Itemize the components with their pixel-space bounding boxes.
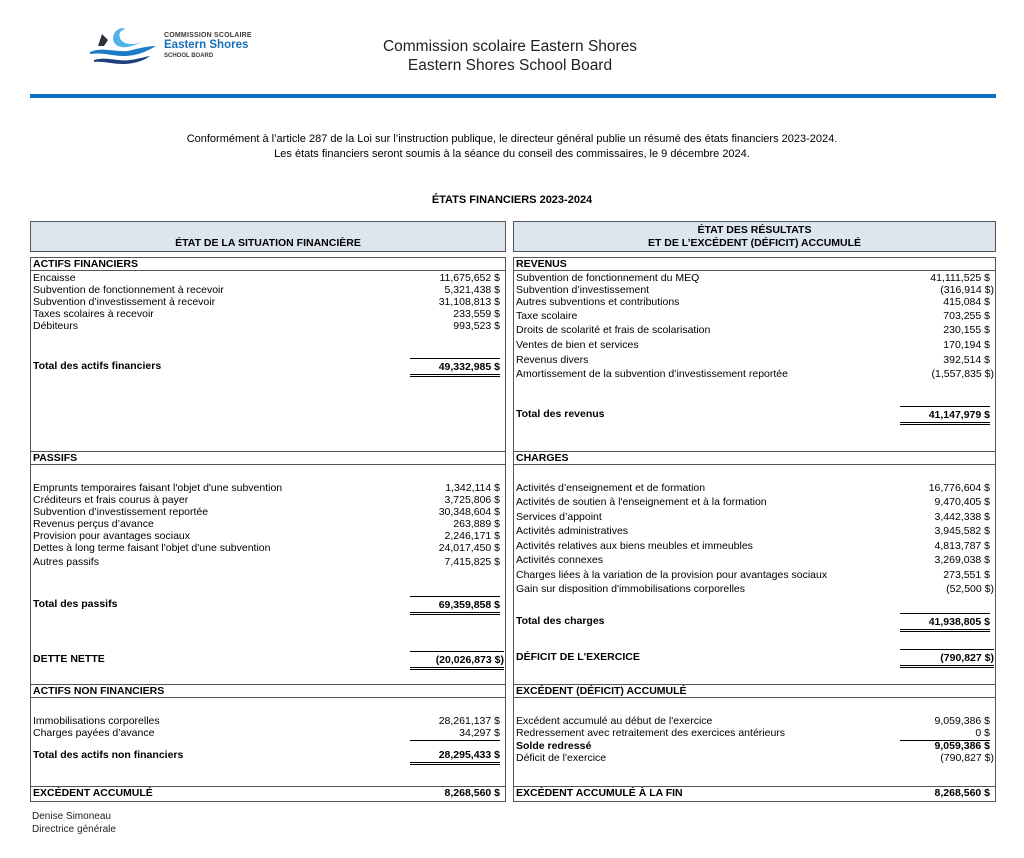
row-label: Déficit de l'exercice — [516, 752, 607, 764]
row-label: Provision pour avantages sociaux — [33, 530, 191, 542]
row-value: 9,059,386 $ — [934, 715, 990, 727]
row-label: Taxe scolaire — [516, 310, 578, 322]
table-row — [31, 320, 505, 333]
waves-logo-icon — [88, 24, 160, 70]
table-row — [514, 296, 995, 309]
row-label: Activités connexes — [516, 554, 603, 566]
row-value: 34,297 $ — [410, 727, 500, 741]
table-row — [31, 727, 505, 740]
logo-line-2: Eastern Shores — [164, 39, 249, 51]
table-row — [514, 583, 995, 596]
total-label: Total des passifs — [33, 598, 118, 610]
right-panel-header — [513, 221, 996, 252]
table-row — [514, 525, 995, 538]
document-title: ÉTATS FINANCIERS 2023-2024 — [431, 194, 593, 206]
intro-line-1: Conformément à l’article 287 de la Loi sur l’instruction publique, le directeur général publie un résumé des états financiers 2023-2024. — [186, 133, 838, 145]
row-value: 3,269,038 $ — [934, 554, 990, 566]
organization-title — [340, 37, 680, 75]
deficit-row — [514, 649, 995, 667]
row-value: 9,059,386 $ — [934, 740, 990, 752]
signatory-name: Denise Simoneau — [32, 811, 111, 822]
total-value: 49,332,985 $ — [410, 358, 500, 377]
row-value: 1,342,114 $ — [445, 482, 500, 494]
row-value: 993,523 $ — [453, 320, 500, 332]
row-value: (790,827 $) — [940, 752, 994, 764]
table-row — [514, 339, 995, 352]
row-label: Dettes à long terme faisant l'objet d'une subvention — [33, 542, 271, 554]
accumulated-surplus-value: 8,268,560 $ — [444, 787, 500, 799]
total-label: Total des revenus — [516, 408, 605, 420]
section-actifs-financiers: ACTIFS FINANCIERS — [31, 257, 505, 271]
total-row — [31, 358, 505, 376]
row-value: (1,557,835 $) — [931, 368, 994, 380]
row-label: Subvention d’investissement à recevoir — [33, 296, 216, 308]
row-label: Encaisse — [33, 272, 76, 284]
row-label: Activités d’enseignement et de formation — [516, 482, 706, 494]
row-value: 9,470,405 $ — [934, 496, 990, 508]
row-value: 273,551 $ — [943, 569, 990, 581]
total-row — [31, 749, 505, 762]
row-label: Services d’appoint — [516, 511, 602, 523]
total-value: 28,295,433 $ — [410, 749, 500, 765]
row-value: 28,261,137 $ — [438, 715, 500, 727]
left-panel-header — [30, 221, 506, 252]
total-value: 69,359,858 $ — [410, 596, 500, 615]
row-value: (316,914 $) — [940, 284, 994, 296]
statement-of-operations — [513, 257, 996, 802]
row-value: 230,155 $ — [943, 324, 990, 336]
logo-line-3: SCHOOL BOARD — [164, 52, 214, 59]
total-label: Total des actifs non financiers — [33, 749, 184, 761]
right-panel-title-line-1: ÉTAT DES RÉSULTATS — [697, 224, 812, 236]
row-label: Charges payées d’avance — [33, 727, 155, 739]
row-value: 30,348,604 $ — [438, 506, 500, 518]
row-label: Subvention de fonctionnement à recevoir — [33, 284, 224, 296]
deficit-value: (790,827 $) — [900, 649, 994, 668]
table-row — [31, 542, 505, 555]
statement-financial-position — [30, 257, 506, 802]
row-value: 170,194 $ — [943, 339, 990, 351]
row-value: 0 $ — [900, 727, 990, 741]
row-value: 263,889 $ — [453, 518, 500, 530]
signature-block — [32, 810, 116, 836]
total-row — [514, 613, 995, 631]
intro-line-2: Les états financiers seront soumis à la séance du conseil des commissaires, le 9 décembre 2024. — [274, 148, 750, 160]
row-label: Ventes de bien et services — [516, 339, 639, 351]
row-label: Subvention d’investissement — [516, 284, 650, 296]
row-label: Autres passifs — [33, 556, 99, 568]
section-charges: CHARGES — [514, 451, 995, 465]
table-row — [31, 556, 505, 569]
row-label: Activités de soutien à l'enseignement et à la formation — [516, 496, 767, 508]
table-row — [514, 368, 995, 381]
section-actifs-non-financiers: ACTIFS NON FINANCIERS — [31, 684, 505, 698]
row-label: Gain sur disposition d'immobilisations corporelles — [516, 583, 746, 595]
net-debt-row — [31, 651, 505, 669]
row-value: 7,415,825 $ — [444, 556, 500, 568]
row-value: 233,559 $ — [453, 308, 500, 320]
table-row — [514, 324, 995, 337]
organization-title-en: Eastern Shores School Board — [407, 57, 613, 74]
right-panel-title-line-2: ET DE L’EXCÉDENT (DÉFICIT) ACCUMULÉ — [647, 237, 862, 249]
total-row — [31, 596, 505, 614]
table-row — [514, 540, 995, 553]
logo-text — [164, 32, 252, 59]
row-label: Redressement avec retraitement des exercices antérieurs — [516, 727, 786, 739]
logo-line-1: COMMISSION SCOLAIRE — [164, 32, 252, 39]
total-value: 41,938,805 $ — [900, 613, 990, 632]
row-value: 3,945,582 $ — [934, 525, 990, 537]
row-label: Créditeurs et frais courus à payer — [33, 494, 189, 506]
accumulated-surplus-end-label: EXCÉDENT ACCUMULÉ À LA FIN — [516, 787, 683, 799]
row-label: Emprunts temporaires faisant l'objet d'une subvention — [33, 482, 283, 494]
row-label: Charges liées à la variation de la provision pour avantages sociaux — [516, 569, 828, 581]
total-label: Total des charges — [516, 615, 605, 627]
row-label: Taxes scolaires à recevoir — [33, 308, 154, 320]
header-rule — [30, 94, 996, 98]
section-passifs: PASSIFS — [31, 451, 505, 465]
table-row — [514, 752, 995, 765]
section-revenus: REVENUS — [514, 257, 995, 271]
table-row — [514, 482, 995, 495]
table-row — [514, 569, 995, 582]
row-value: (52,500 $) — [946, 583, 994, 595]
total-value: 41,147,979 $ — [900, 406, 990, 425]
row-value: 703,255 $ — [943, 310, 990, 322]
accumulated-surplus-end-row — [514, 786, 995, 801]
net-debt-value: (20,026,873 $) — [410, 651, 504, 670]
left-panel-title: ÉTAT DE LA SITUATION FINANCIÈRE — [175, 237, 361, 249]
deficit-label: DÉFICIT DE L'EXERCICE — [516, 651, 640, 663]
section-excedent-deficit: EXCÉDENT (DÉFICIT) ACCUMULÉ — [514, 684, 995, 698]
row-label: Droits de scolarité et frais de scolarisation — [516, 324, 711, 336]
row-label: Excédent accumulé au début de l'exercice — [516, 715, 713, 727]
table-row — [514, 496, 995, 509]
table-row — [514, 554, 995, 567]
row-value: 3,725,806 $ — [444, 494, 500, 506]
row-value: 31,108,813 $ — [438, 296, 500, 308]
row-value: 3,442,338 $ — [934, 511, 990, 523]
row-label: Activités relatives aux biens meubles et immeubles — [516, 540, 753, 552]
row-value: 24,017,450 $ — [438, 542, 500, 554]
row-label: Activités administratives — [516, 525, 629, 537]
row-label: Immobilisations corporelles — [33, 715, 160, 727]
row-value: 41,111,525 $ — [930, 272, 990, 284]
organization-title-fr: Commission scolaire Eastern Shores — [382, 38, 638, 55]
row-value: 392,514 $ — [943, 354, 990, 366]
school-board-logo — [88, 24, 288, 72]
row-value: 4,813,787 $ — [934, 540, 990, 552]
row-value: 16,776,604 $ — [928, 482, 990, 494]
row-label: Subvention de fonctionnement du MEQ — [516, 272, 700, 284]
row-value: 11,675,652 $ — [439, 272, 500, 284]
signatory-title: Directrice générale — [32, 824, 116, 835]
accumulated-surplus-end-value: 8,268,560 $ — [934, 787, 990, 799]
row-label: Solde redressé — [516, 740, 592, 752]
row-label: Revenus divers — [516, 354, 589, 366]
accumulated-surplus-row — [31, 786, 505, 801]
row-value: 415,084 $ — [943, 296, 990, 308]
row-label: Revenus perçus d’avance — [33, 518, 154, 530]
row-label: Autres subventions et contributions — [516, 296, 680, 308]
table-row — [514, 310, 995, 323]
table-row — [514, 727, 995, 740]
row-value: 5,321,438 $ — [444, 284, 500, 296]
row-value: 2,246,171 $ — [444, 530, 500, 542]
row-label: Amortissement de la subvention d’investissement reportée — [516, 368, 788, 380]
row-label: Débiteurs — [33, 320, 78, 332]
total-label: Total des actifs financiers — [33, 360, 162, 372]
intro-text — [0, 132, 1024, 162]
accumulated-surplus-label: EXCÉDENT ACCUMULÉ — [33, 787, 153, 799]
net-debt-label: DETTE NETTE — [33, 653, 105, 665]
total-row — [514, 406, 995, 424]
row-label: Subvention d’investissement reportée — [33, 506, 209, 518]
table-row — [514, 354, 995, 367]
table-row — [514, 511, 995, 524]
